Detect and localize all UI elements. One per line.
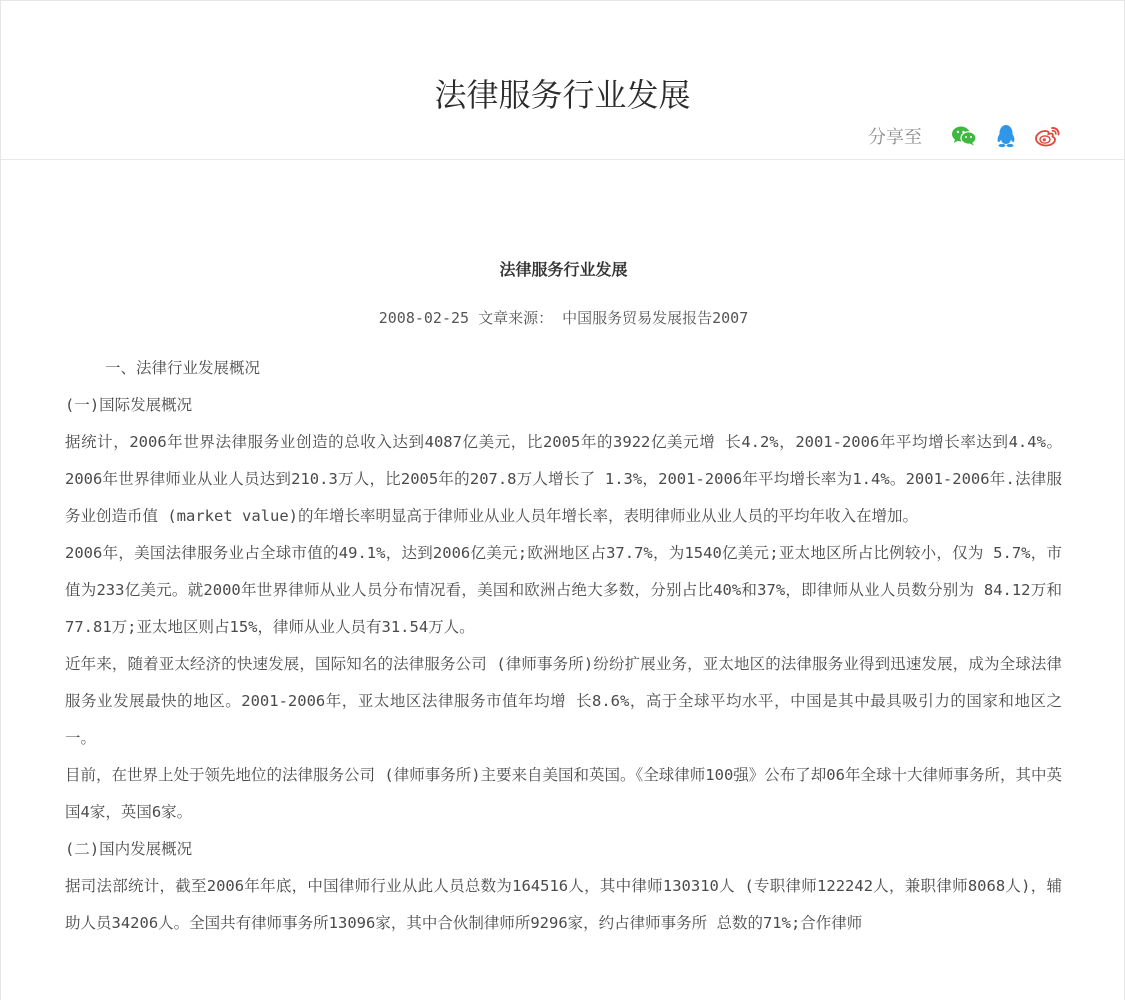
page-title: 法律服务行业发展	[434, 76, 691, 115]
paragraph: 据统计，2006年世界法律服务业创造的总收入达到4087亿美元，比2005年的3922亿美元增 长4.2%，2001-2006年平均增长率达到4.4%。2006年世界律师业从业人员达到210.3万人，比2005年的207.8万人增长了 1.3%，2001-2006年平均增长率为1.4%。2001-2006年.法律服务业创造币值 (market value)的年增长率明显高于律师业从业人员年增长率，表明律师业从业人员的平均年收入在增加。	[65, 433, 1062, 525]
paragraph: 据司法部统计，截至2006年年底，中国律师行业从此人员总数为164516人，其中律师130310人 (专职律师122242人，兼职律师8068人)，辅助人员34206人。全国共有律师事务所13096家，其中合伙制律师所9296家，约占律师事务所 总数的71%;合作律师	[65, 877, 1062, 932]
paragraph: 目前，在世界上处于领先地位的法律服务公司 (律师事务所)主要来自美国和英国。《全球律师100强》公布了却06年全球十大律师事务所，其中英国4家，英国6家。	[65, 766, 1062, 821]
subsection-heading: (一)国际发展概况	[65, 396, 193, 414]
share-bar	[868, 121, 1062, 151]
subsection-heading: (二)国内发展概况	[65, 840, 193, 858]
share-label: 分享至	[868, 127, 922, 148]
article-body	[65, 350, 1062, 942]
section-heading: 一、法律行业发展概况	[105, 359, 261, 377]
weibo-icon[interactable]	[1034, 122, 1062, 150]
article-meta: 2008-02-25 文章来源： 中国服务贸易发展报告2007	[378, 309, 749, 327]
page-header	[1, 1, 1124, 160]
paragraph: 近年来，随着亚太经济的快速发展，国际知名的法律服务公司 (律师事务所)纷纷扩展业务，亚太地区的法律服务业得到迅速发展，成为全球法律服务业发展最快的地区。2001-2006年，亚太地区法律服务市值年均增 长8.6%，高于全球平均水平，中国是其中最具吸引力的国家和地区之一。	[65, 655, 1062, 747]
article-title: 法律服务行业发展	[499, 260, 628, 279]
wechat-icon[interactable]	[950, 122, 978, 150]
paragraph: 2006年，美国法律服务业占全球市值的49.1%，达到2006亿美元;欧洲地区占37.7%，为1540亿美元;亚太地区所占比例较小，仅为 5.7%，市值为233亿美元。就2000年世界律师从业人员分布情况看，美国和欧洲占绝大多数，分别占比40%和37%，即律师从业人员数分别为 84.12万和77.81万;亚太地区则占15%，律师从业人员有31.54万人。	[65, 544, 1062, 636]
qq-icon[interactable]	[992, 122, 1020, 150]
article	[65, 160, 1062, 942]
